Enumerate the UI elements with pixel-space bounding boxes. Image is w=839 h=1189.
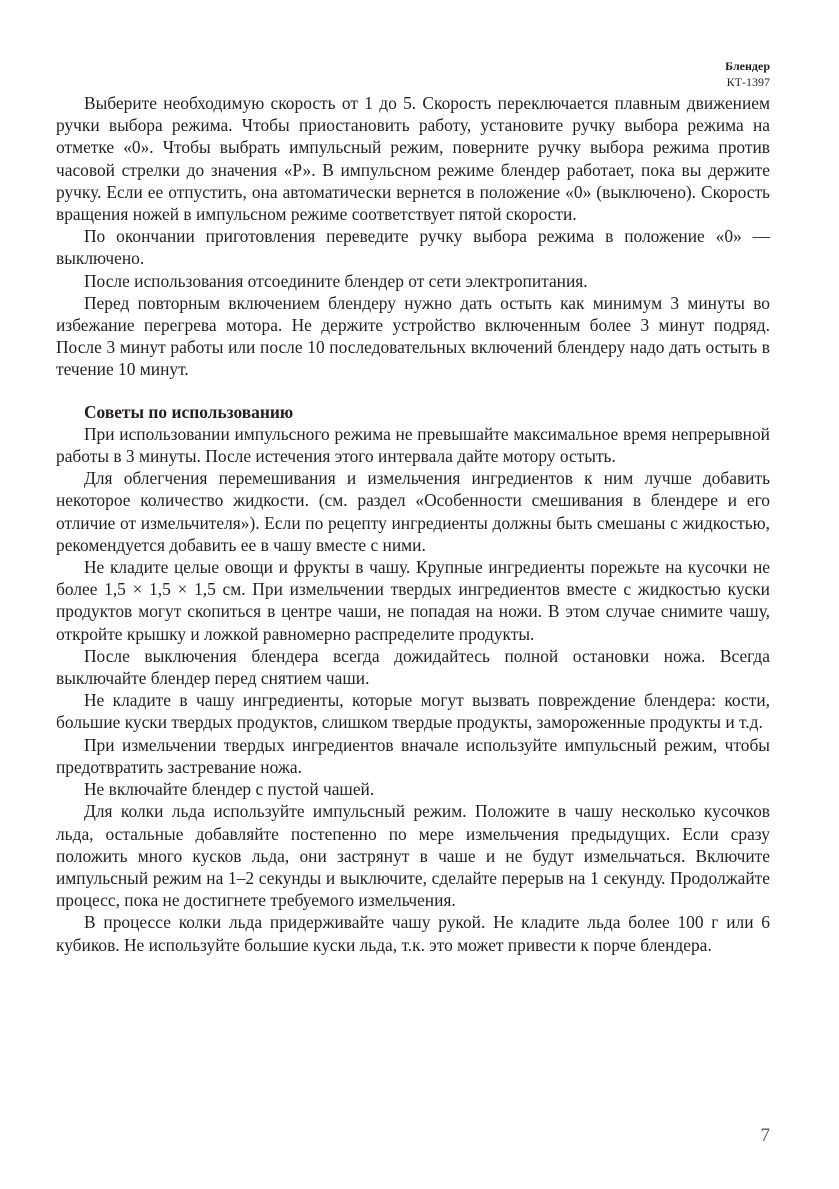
section-heading-usage-tips: Советы по использованию [84,401,294,422]
product-name: Блендер [725,59,770,73]
paragraph-hard-ingredients: При измельчении твердых ингредиентов вначале используйте импульсный режим, чтобы предотвратить застревание ножа. [56,734,770,777]
paragraph-pulse-limit: При использовании импульсного режима не превышайте максимальное время непрерывной работы в 3 минуты. После истечения этого интервала дайте мотору остыть. [56,423,770,467]
paragraph-ice-crushing: Для колки льда используйте импульсный режим. Положите в чашу несколько кусочков льда, остальные добавляйте постепенно по мере измельчения предыдущих. Если сразу положить много кусков льда, они застрянут в чаше и не будут измельчаться. Включите импульсный режим на 1–2 секунды и выключите, сделайте перерыв на 1 секунду. Продолжайте процесс, пока не достигнете требуемого измельчения. [56,801,770,911]
paragraph-ice-hold-bowl: В процессе колки льда придерживайте чашу рукой. Не кладите льда более 100 г или 6 кубиков. Не используйте большие куски льда, т.к. это может привести к порче блендера. [56,912,770,955]
page-header [725,58,770,90]
section-gap [56,381,770,401]
page-content [56,92,770,956]
paragraph-speed-selection: Выберите необходимую скорость от 1 до 5. Скорость переключается плавным движением ручки выбора режима. Чтобы приостановить работу, установите ручку выбора режима на отметке «0». Чтобы выбрать импульсный режим, поверните ручку выбора режима против часовой стрелки до значения «Р». В импульсном режиме блендер работает, пока вы держите ручку. Если ее отпустить, она автоматически вернется в положение «0» (выключено). Скорость вращения ножей в импульсном режиме соответствует пятой скорости. [56,93,770,225]
paragraph-empty-bowl: Не включайте блендер с пустой чашей. [84,779,375,800]
page-number: 7 [760,1125,770,1146]
paragraph-cooldown: Перед повторным включением блендеру нужно дать остыть как минимум 3 минуты во избежание перегрева мотора. Не держите устройство включенным более 3 минут подряд. После 3 минут работы или после 10 последовательных включений блендеру надо дать остыть в течение 10 минут. [56,292,770,380]
model-number: КТ-1397 [726,75,770,89]
paragraph-cut-ingredients: Не кладите целые овощи и фрукты в чашу. Крупные ингредиенты порежьте на кусочки не более 1,5 × 1,5 × 1,5 см. При измельчении твердых ингредиентов вместе с жидкостью куски продуктов могут скопиться в центре чаши, не попадая на ножи. В этом случае снимите чашу, откройте крышку и ложкой равномерно распределите продукты. [56,557,770,644]
paragraph-finish-cooking: По окончании приготовления переведите ручку выбора режима в положение «0» — выключено. [56,226,770,269]
paragraph-wait-stop: После выключения блендера всегда дожидайтесь полной остановки ножа. Всегда выключайте блендер перед снятием чаши. [56,645,770,689]
paragraph-add-liquid: Для облегчения перемешивания и измельчения ингредиентов к ним лучше добавить некоторое количество жидкости. (см. раздел «Особенности смешивания в блендере и его отличие от измельчителя»). Если по рецепту ингредиенты должны быть смешаны с жидкостью, рекомендуется добавить ее в чашу вместе с ними. [56,468,770,555]
paragraph-avoid-damage: Не кладите в чашу ингредиенты, которые могут вызвать повреждение блендера: кости, большие куски твердых продуктов, слишком твердые продукты, замороженные продукты и т.д. [56,690,770,733]
paragraph-disconnect: После использования отсоедините блендер от сети электропитания. [84,270,588,291]
